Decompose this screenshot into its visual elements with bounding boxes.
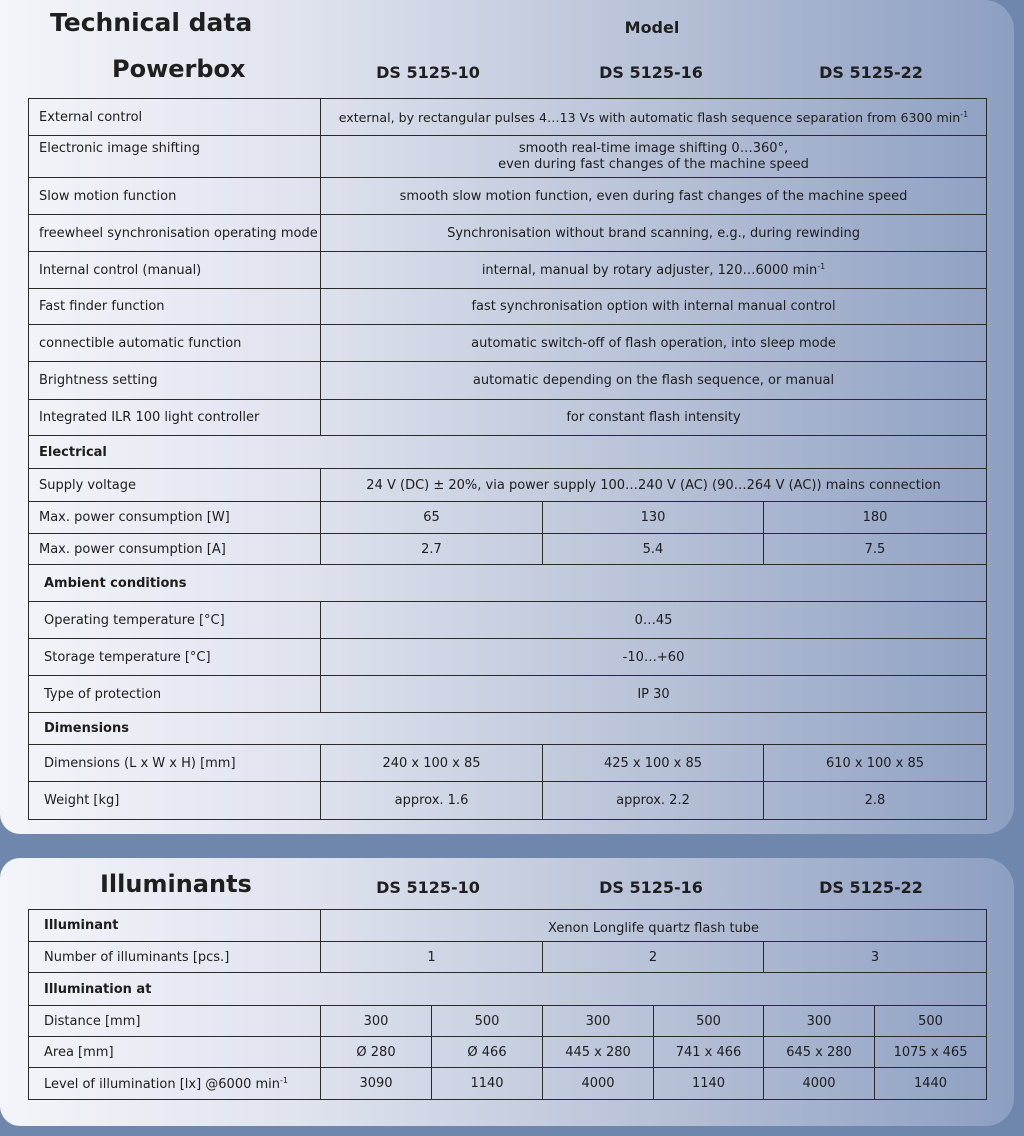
table-row (29, 942, 987, 973)
model-name: DS 5125-16 (599, 63, 703, 82)
cell-value: 445 x 280 (543, 1037, 654, 1068)
table-row (29, 910, 987, 942)
cell-value: 4000 (764, 1068, 875, 1100)
value-text: internal, manual by rotary adjuster, 120…6000 min (481, 263, 818, 278)
table-row (29, 215, 987, 252)
row-label: Max. power consumption [A] (29, 534, 321, 565)
superscript: -1 (280, 1075, 288, 1085)
value-line: even during fast changes of the machine speed (498, 156, 809, 172)
table-row (29, 1006, 987, 1037)
row-value: automatic depending on the flash sequence, or manual (321, 362, 987, 400)
table-row (29, 469, 987, 502)
table-row (29, 639, 987, 676)
row-label: Integrated ILR 100 light controller (29, 400, 321, 436)
cell-value: 300 (321, 1006, 432, 1037)
row-label: Brightness setting (29, 362, 321, 400)
cell-value: 7.5 (764, 534, 987, 565)
row-label: Max. power consumption [W] (29, 502, 321, 534)
row-label: connectible automatic function (29, 325, 321, 362)
table-row (29, 178, 987, 215)
section-heading: Ambient conditions (29, 565, 987, 602)
row-label: Type of protection (29, 676, 321, 713)
row-label: freewheel synchronisation operating mode (29, 215, 321, 252)
table-row (29, 362, 987, 400)
section-heading: Dimensions (29, 713, 987, 745)
row-value: -10…+60 (321, 639, 987, 676)
illuminants-panel (0, 858, 1014, 1126)
table-row (29, 602, 987, 639)
row-label: Supply voltage (29, 469, 321, 502)
model-header: Model (624, 18, 680, 37)
model-name: DS 5125-10 (376, 878, 480, 897)
row-label: Dimensions (L x W x H) [mm] (29, 745, 321, 782)
cell-value: 300 (764, 1006, 875, 1037)
section-heading: Illumination at (29, 973, 987, 1006)
cell-value: 3090 (321, 1068, 432, 1100)
superscript: -1 (960, 109, 969, 119)
table-row (29, 782, 987, 820)
row-value: IP 30 (321, 676, 987, 713)
section-row (29, 973, 987, 1006)
cell-value: 1075 x 465 (875, 1037, 987, 1068)
cell-value: 2.8 (764, 782, 987, 820)
cell-value: 610 x 100 x 85 (764, 745, 987, 782)
cell-value: Ø 280 (321, 1037, 432, 1068)
row-label: Fast finder function (29, 289, 321, 325)
cell-value: 1140 (432, 1068, 543, 1100)
row-value: for constant flash intensity (321, 400, 987, 436)
model-name: DS 5125-16 (599, 878, 703, 897)
cell-value: 500 (432, 1006, 543, 1037)
row-value (321, 136, 987, 178)
cell-value: 3 (764, 942, 987, 973)
table-row (29, 1037, 987, 1068)
row-label: Weight [kg] (29, 782, 321, 820)
row-value: 0…45 (321, 602, 987, 639)
row-label: Internal control (manual) (29, 252, 321, 289)
cell-value: 180 (764, 502, 987, 534)
row-label: Slow motion function (29, 178, 321, 215)
row-value: Synchronisation without brand scanning, e.g., during rewinding (321, 215, 987, 252)
table-row (29, 289, 987, 325)
cell-value: Ø 466 (432, 1037, 543, 1068)
row-label (29, 1068, 321, 1100)
table-row (29, 325, 987, 362)
cell-value: 1440 (875, 1068, 987, 1100)
table-row (29, 502, 987, 534)
row-value: fast synchronisation option with internal manual control (321, 289, 987, 325)
cell-value: 65 (321, 502, 543, 534)
row-value: Xenon Longlife quartz flash tube (321, 910, 987, 942)
row-label: Number of illuminants [pcs.] (29, 942, 321, 973)
row-value: 24 V (DC) ± 20%, via power supply 100…240 V (AC) (90…264 V (AC)) mains connection (321, 469, 987, 502)
table-row (29, 252, 987, 289)
cell-value: 645 x 280 (764, 1037, 875, 1068)
table-row (29, 534, 987, 565)
cell-value: approx. 2.2 (543, 782, 764, 820)
illuminants-title: Illuminants (100, 870, 252, 898)
row-label: External control (29, 99, 321, 136)
section-row (29, 565, 987, 602)
cell-value: approx. 1.6 (321, 782, 543, 820)
model-name: DS 5125-22 (819, 878, 923, 897)
cell-value: 425 x 100 x 85 (543, 745, 764, 782)
section-row (29, 436, 987, 469)
cell-value: 1 (321, 942, 543, 973)
row-label: Area [mm] (29, 1037, 321, 1068)
page-title: Technical data (50, 8, 253, 37)
table-row (29, 400, 987, 436)
model-name: DS 5125-10 (376, 63, 480, 82)
cell-value: 2.7 (321, 534, 543, 565)
table-row (29, 99, 987, 136)
row-value: smooth slow motion function, even during fast changes of the machine speed (321, 178, 987, 215)
illuminants-table (28, 909, 987, 1100)
row-label: Electronic image shifting (29, 136, 321, 178)
cell-value: 741 x 466 (654, 1037, 764, 1068)
model-name: DS 5125-22 (819, 63, 923, 82)
cell-value: 5.4 (543, 534, 764, 565)
cell-value: 1140 (654, 1068, 764, 1100)
cell-value: 500 (875, 1006, 987, 1037)
row-value (321, 252, 987, 289)
cell-value: 2 (543, 942, 764, 973)
value-line: smooth real-time image shifting 0…360°, (518, 140, 789, 156)
powerbox-title: Powerbox (112, 55, 246, 83)
value-text: external, by rectangular pulses 4…13 Vs with automatic flash sequence separation from 6300 min (338, 109, 961, 125)
superscript: -1 (817, 262, 826, 271)
row-label: Illuminant (29, 910, 321, 942)
cell-value: 500 (654, 1006, 764, 1037)
cell-value: 300 (543, 1006, 654, 1037)
powerbox-table (28, 98, 987, 820)
label-text: Level of illumination [lx] @6000 min (44, 1076, 281, 1092)
table-row (29, 1068, 987, 1100)
row-label: Distance [mm] (29, 1006, 321, 1037)
section-row (29, 713, 987, 745)
table-row (29, 676, 987, 713)
cell-value: 240 x 100 x 85 (321, 745, 543, 782)
table-row (29, 745, 987, 782)
row-label: Storage temperature [°C] (29, 639, 321, 676)
row-label: Operating temperature [°C] (29, 602, 321, 639)
cell-value: 4000 (543, 1068, 654, 1100)
cell-value: 130 (543, 502, 764, 534)
row-value: automatic switch-off of flash operation, into sleep mode (321, 325, 987, 362)
row-value (321, 99, 987, 136)
table-row (29, 136, 987, 178)
section-heading: Electrical (29, 436, 987, 469)
